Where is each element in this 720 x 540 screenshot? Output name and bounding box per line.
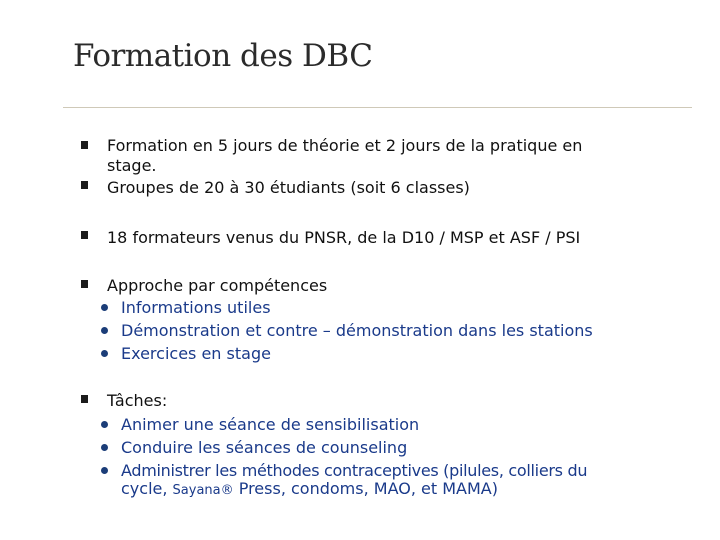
bullet-text-approach: Approche par compétences [107, 276, 328, 295]
brand-name: Sayana® [172, 483, 234, 498]
square-bullet-icon [81, 395, 88, 403]
bullet-text-trainers: 18 formateurs venus du PNSR, de la D10 / MSP et ASF / PSI [107, 228, 581, 247]
square-bullet-icon [81, 141, 88, 149]
sub-bullet-text: Informations utiles [121, 298, 271, 317]
round-bullet-icon [101, 350, 108, 357]
sub-bullet-text-cont [121, 479, 498, 501]
slide-title: Formation des DBC [73, 38, 373, 74]
square-bullet-icon [81, 181, 88, 189]
text-fragment: Press, condoms, MAO, et MAMA) [233, 479, 498, 498]
bullet-text-training-duration: Formation en 5 jours de théorie et 2 jours de la pratique en [107, 136, 583, 155]
round-bullet-icon [101, 444, 108, 451]
square-bullet-icon [81, 280, 88, 288]
round-bullet-icon [101, 467, 108, 474]
round-bullet-icon [101, 327, 108, 334]
title-divider [63, 107, 692, 108]
round-bullet-icon [101, 304, 108, 311]
bullet-text-training-duration-cont: stage. [107, 156, 157, 175]
bullet-text-groups: Groupes de 20 à 30 étudiants (soit 6 classes) [107, 178, 470, 197]
square-bullet-icon [81, 231, 88, 239]
round-bullet-icon [101, 421, 108, 428]
text-fragment: cycle, [121, 479, 173, 498]
sub-bullet-text: Démonstration et contre – démonstration dans les stations [121, 321, 593, 340]
sub-bullet-text: Conduire les séances de counseling [121, 438, 408, 457]
sub-bullet-text: Administrer les méthodes contraceptives (pilules, colliers du [121, 461, 588, 480]
sub-bullet-text: Animer une séance de sensibilisation [121, 415, 420, 434]
sub-bullet-text: Exercices en stage [121, 344, 271, 363]
bullet-text-tasks: Tâches: [107, 391, 168, 410]
